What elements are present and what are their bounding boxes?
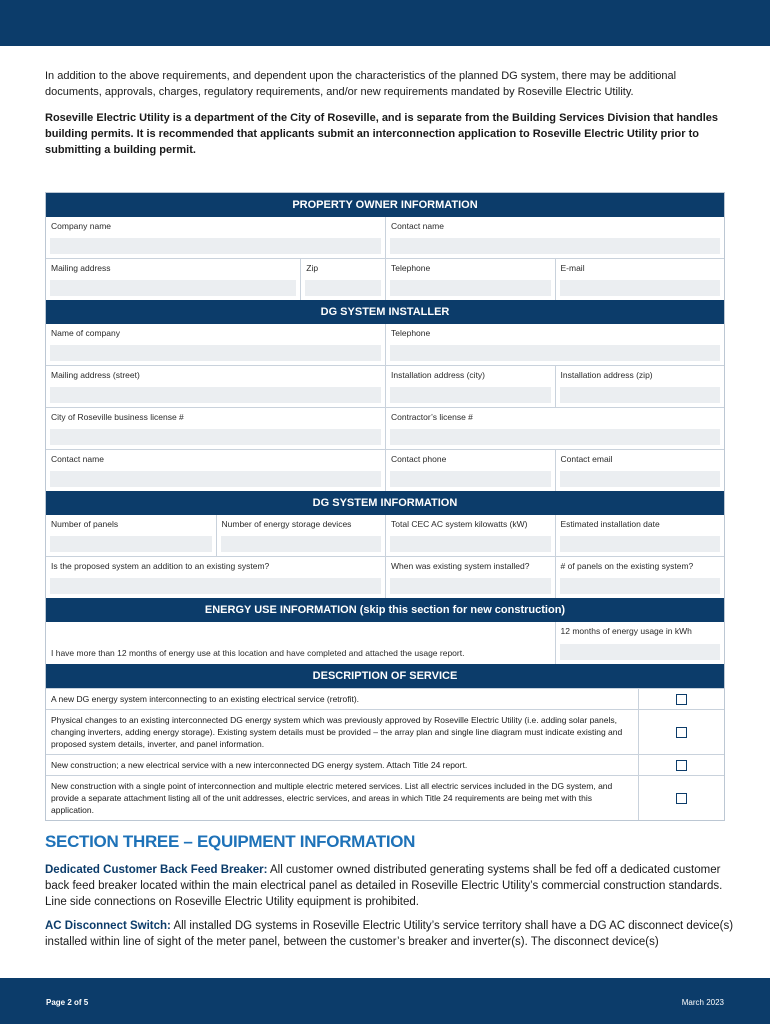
field-label: # of panels on the existing system? xyxy=(560,561,694,571)
input-area[interactable] xyxy=(560,280,721,296)
energy-usage-field[interactable] xyxy=(555,622,725,664)
service-option xyxy=(46,775,724,820)
input-area[interactable] xyxy=(221,536,382,552)
field-label: Telephone xyxy=(391,328,431,338)
cec-kilowatts-field[interactable] xyxy=(385,515,555,556)
installation-zip-field[interactable] xyxy=(555,366,725,407)
intro-paragraph: In addition to the above requirements, and dependent upon the characteristics of the planned DG system, there may be additional documents, approvals, charges, regulatory requirements, and/or new requirements mandated by Roseville Electric Utility. xyxy=(45,70,677,98)
input-area[interactable] xyxy=(560,644,721,660)
installation-city-field[interactable] xyxy=(385,366,555,407)
paragraph-text: All customer owned distributed generating systems shall be fed off a dedicated customer back feed breaker located within the main electrical panel as detailed in Roseville Electric Utility’s commercial construction standards. Line side connections on Roseville Electric Utility equipment is prohibited. xyxy=(45,864,723,908)
contact-email-field[interactable] xyxy=(555,450,725,491)
intro-text xyxy=(45,68,725,168)
contact-name-field[interactable] xyxy=(385,217,724,258)
input-area[interactable] xyxy=(390,536,551,552)
input-area[interactable] xyxy=(560,536,721,552)
mailing-address-field[interactable] xyxy=(46,259,300,300)
input-area[interactable] xyxy=(560,387,721,403)
existing-installed-field[interactable] xyxy=(385,557,555,598)
field-label: I have more than 12 months of energy use at this location and have completed and attached the usage report. xyxy=(51,648,465,658)
field-label: Number of panels xyxy=(51,519,119,529)
input-area[interactable] xyxy=(390,429,720,445)
service-option xyxy=(46,688,724,709)
multi-meter-checkbox[interactable] xyxy=(676,793,687,804)
input-area[interactable] xyxy=(390,471,551,487)
field-label: Contact email xyxy=(560,454,613,464)
field-label: E-mail xyxy=(560,263,585,273)
field-label: Estimated installation date xyxy=(560,519,660,529)
input-area[interactable] xyxy=(560,578,721,594)
paragraph-label: AC Disconnect Switch: xyxy=(45,920,171,932)
service-description: New construction with a single point of interconnection and multiple electric metered services. List all electric services included in the DG system, and provide a separate attachment listing all of the unit addresses, electric services, and areas in which Title 24 requirements are being met with this application. xyxy=(51,781,613,815)
field-label: Contact phone xyxy=(391,454,447,464)
application-form xyxy=(45,192,725,821)
field-label: When was existing system installed? xyxy=(391,561,530,571)
existing-panels-field[interactable] xyxy=(555,557,725,598)
installer-header: DG SYSTEM INSTALLER xyxy=(46,300,724,324)
modification-checkbox[interactable] xyxy=(676,727,687,738)
input-area[interactable] xyxy=(50,471,381,487)
input-area[interactable] xyxy=(390,238,720,254)
input-area[interactable] xyxy=(390,345,720,361)
input-area[interactable] xyxy=(390,387,551,403)
field-label: Is the proposed system an addition to an existing system? xyxy=(51,561,270,571)
field-label: Installation address (city) xyxy=(391,370,486,380)
business-license-field[interactable] xyxy=(46,408,385,449)
service-description: A new DG energy system interconnecting to an existing electrical service (retrofit). xyxy=(51,694,360,704)
contractor-license-field[interactable] xyxy=(385,408,724,449)
field-label: City of Roseville business license # xyxy=(51,412,184,422)
field-label: Total CEC AC system kilowatts (kW) xyxy=(391,519,528,529)
new-construction-checkbox[interactable] xyxy=(676,760,687,771)
panels-field[interactable] xyxy=(46,515,216,556)
intro-notice: Roseville Electric Utility is a department of the City of Roseville, and is separate from the Building Services Division that handles building permits. It is recommended that applicants submit an interconnection application to Roseville Electric Utility prior to submitting a building permit. xyxy=(45,112,719,156)
field-label: 12 months of energy usage in kWh xyxy=(560,626,692,636)
field-label: Contractor’s license # xyxy=(391,412,473,422)
paragraph-text: All installed DG systems in Roseville Electric Utility’s service territory shall have a DG AC disconnect device(s) installed within line of sight of the meter panel, between the customer’s breaker and inverter(s). The disconnect device(s) xyxy=(45,920,734,948)
field-label: Company name xyxy=(51,221,112,231)
system-header: DG SYSTEM INFORMATION xyxy=(46,491,724,515)
installer-company-field[interactable] xyxy=(46,324,385,365)
contact-phone-field[interactable] xyxy=(385,450,555,491)
owner-header: PROPERTY OWNER INFORMATION xyxy=(46,193,724,217)
field-label: Number of energy storage devices xyxy=(221,519,352,529)
installer-contact-field[interactable] xyxy=(46,450,385,491)
input-area[interactable] xyxy=(390,280,551,296)
back-feed-paragraph xyxy=(45,862,735,910)
input-area[interactable] xyxy=(50,578,381,594)
energy-header: ENERGY USE INFORMATION (skip this section for new construction) xyxy=(46,598,724,622)
input-area[interactable] xyxy=(50,238,381,254)
field-label: Mailing address xyxy=(51,263,111,273)
field-label: Installation address (zip) xyxy=(560,370,653,380)
input-area[interactable] xyxy=(50,345,381,361)
field-label: Mailing address (street) xyxy=(51,370,140,380)
input-area[interactable] xyxy=(50,429,381,445)
installer-telephone-field[interactable] xyxy=(385,324,724,365)
service-option xyxy=(46,709,724,754)
footer-date: March 2023 xyxy=(681,998,724,1007)
telephone-field[interactable] xyxy=(385,259,555,300)
company-name-field[interactable] xyxy=(46,217,385,258)
service-description: New construction; a new electrical service with a new interconnected DG energy system. Attach Title 24 report. xyxy=(51,760,468,770)
field-label: Zip xyxy=(306,263,319,273)
field-label: Name of company xyxy=(51,328,120,338)
input-area[interactable] xyxy=(50,536,212,552)
section-three xyxy=(45,832,735,958)
paragraph-label: Dedicated Customer Back Feed Breaker: xyxy=(45,864,268,876)
storage-devices-field[interactable] xyxy=(216,515,386,556)
email-field[interactable] xyxy=(555,259,725,300)
install-date-field[interactable] xyxy=(555,515,725,556)
input-area[interactable] xyxy=(305,280,381,296)
service-header: DESCRIPTION OF SERVICE xyxy=(46,664,724,688)
energy-statement xyxy=(46,622,555,664)
service-description: Physical changes to an existing interconnected DG energy system which was previously approved by Roseville Electric Utility (i.e. adding solar panels, changing inverters, adding energy storage). Existing system details must be provided – the array plan and single line diagram must indicate existing and proposed system details, inverter, and panel information. xyxy=(51,715,623,749)
addition-field[interactable] xyxy=(46,557,385,598)
service-option xyxy=(46,754,724,775)
input-area[interactable] xyxy=(50,387,381,403)
field-label: Contact name xyxy=(51,454,104,464)
installer-street-field[interactable] xyxy=(46,366,385,407)
footer-bar xyxy=(0,978,770,1024)
input-area[interactable] xyxy=(560,471,721,487)
zip-field[interactable] xyxy=(300,259,385,300)
top-banner xyxy=(0,0,770,46)
field-label: Telephone xyxy=(391,263,431,273)
input-area[interactable] xyxy=(50,280,296,296)
section-title: SECTION THREE – EQUIPMENT INFORMATION xyxy=(45,832,416,851)
input-area[interactable] xyxy=(390,578,551,594)
ac-disconnect-paragraph xyxy=(45,918,735,950)
page-number: Page 2 of 5 xyxy=(46,998,89,1007)
field-label: Contact name xyxy=(391,221,444,231)
retrofit-checkbox[interactable] xyxy=(676,694,687,705)
